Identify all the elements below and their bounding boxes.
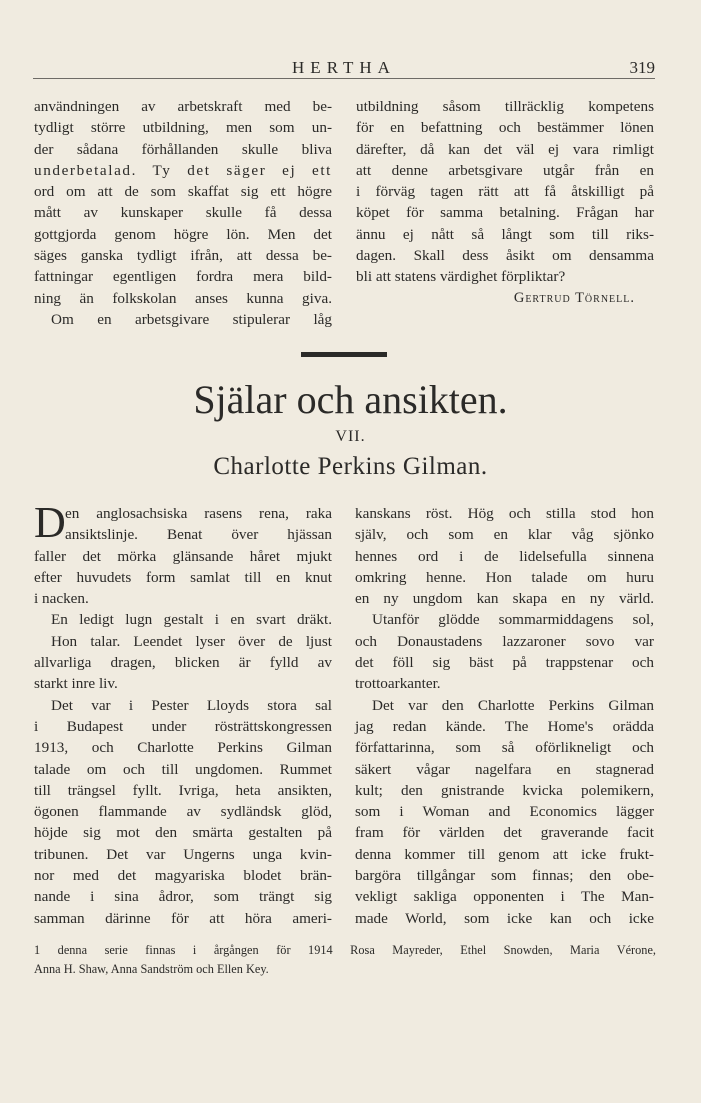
text-line: allvarliga dragen, blicken är fylld av <box>34 654 332 672</box>
text-line: kanskans röst. Hög och stilla stod hon <box>355 505 654 522</box>
text-line: En ledigt lugn gestalt i en svart dräkt. <box>51 611 332 629</box>
text-line: det föll sig bäst på trappstenar och <box>355 654 654 672</box>
bottom-right-column <box>355 503 654 929</box>
text-line: i förväg tagen rätt att få åtskilligt på <box>356 183 654 201</box>
text-line: samman därinne för att höra ameri- <box>34 909 332 927</box>
text-line: dagen. Skall dess åsikt om densamma <box>356 247 654 265</box>
text-line: för en befattning och bestämmer lönen <box>356 119 654 137</box>
article-subject: Charlotte Perkins Gilman. <box>213 453 488 480</box>
bottom-left-column <box>34 498 332 929</box>
text-line: ansiktslinje. Benat över hjässan <box>65 526 332 544</box>
text-line: vekligt sakliga opponenten i The Man- <box>355 888 654 906</box>
text-line: höjde sig mot den smärta gestalten på <box>34 824 332 842</box>
text-line: nor med det magyariska blodet brän- <box>34 867 332 885</box>
text-line: der sådana förhållanden skulle bliva <box>34 140 332 158</box>
text-line: till trängsel fyllt. Ivriga, heta ansikten, <box>34 781 332 799</box>
text-line: Utanför glödde sommarmiddagens sol, <box>372 611 654 629</box>
section-separator <box>301 352 387 357</box>
text-line: underbetalad. Ty det säger ej ett <box>34 161 332 179</box>
text-line: Om en arbetsgivare stipulerar låg <box>51 310 332 328</box>
text-line: ännu ej nått så långt som till riks- <box>356 225 654 243</box>
text-line: fattningar egentligen fordra mera bild- <box>34 268 332 286</box>
footnote <box>34 941 656 979</box>
text-line: hennes ord i de lidelsefulla sinnena <box>355 547 654 565</box>
text-line: talade om och till ungdomen. Rummet <box>34 760 332 778</box>
text-line: och Donaustadens lazzaroner sovo var <box>355 632 654 650</box>
text-line: köpet för samma betalning. Frågan har <box>356 204 654 222</box>
text-line: författarinna, som så oförlikneligt och <box>355 739 654 757</box>
article-part-number: VII. <box>335 428 366 445</box>
footnote-line: Anna H. Shaw, Anna Sandström och Ellen Key. <box>34 962 269 976</box>
text-line: tribunen. Det var Ungerns unga kvin- <box>34 845 332 863</box>
text-line: made World, som icke kan och icke <box>355 909 654 927</box>
text-line: en anglosachsiska rasens rena, raka <box>65 505 332 522</box>
text-line: 1913, och Charlotte Perkins Gilman <box>34 739 332 757</box>
top-right-column <box>356 96 654 309</box>
text-line: trottoarkanter. <box>355 675 441 693</box>
text-line: säkert vågar nagelfara en stagnerad <box>355 760 654 778</box>
text-line: Hon talar. Leendet lyser över de ljust <box>51 632 332 650</box>
text-line: jag redan kände. The Home's orädda <box>355 717 654 735</box>
drop-cap: D <box>34 498 66 547</box>
text-line: starkt inre liv. <box>34 675 118 693</box>
text-line: fram för världen det graverande facit <box>355 824 654 842</box>
text-line: att denne arbetsgivare utgår från en <box>356 161 654 179</box>
text-line: ning än folkskolan anses kunna giva. <box>34 289 332 307</box>
text-line: Det var i Pester Lloyds stora sal <box>51 696 332 714</box>
text-line: bargöra tillgångar som finnas; den obe- <box>355 867 654 885</box>
running-head <box>33 58 655 80</box>
text-line: i nacken. <box>34 590 89 608</box>
text-line: utbildning såsom tillräcklig kompetens <box>356 98 654 115</box>
text-line: säges ganska tydligt ifrån, att dessa be- <box>34 247 332 265</box>
text-line: tydligt större utbildning, men som un- <box>34 119 332 137</box>
top-left-column <box>34 96 332 330</box>
text-line: nande i sina ådror, som trängt sig <box>34 888 332 906</box>
text-line: i Budapest under rösträttskongressen <box>34 717 332 735</box>
text-line: efter huvudets form samlat till en knut <box>34 568 332 586</box>
text-line: gottgjorda genom högre lön. Men det <box>34 225 332 243</box>
text-line: bli att statens värdighet förpliktar? <box>356 268 566 286</box>
text-line: själv, och som en klar våg sjönko <box>355 526 654 544</box>
running-title: HERTHA <box>292 58 396 77</box>
footnote-line: 1 denna serie finnas i årgången för 1914 Rosa Mayreder, Ethel Snowden, Maria Vérone, <box>34 943 656 957</box>
text-line: därefter, då kan det väl ej vara rimligt <box>356 140 654 158</box>
author-signature: Gertrud Törnell. <box>513 289 635 306</box>
text-line: denna kommer till genom att icke frukt- <box>355 845 654 863</box>
text-line: omkring henne. Hon talade om huru <box>355 568 654 586</box>
text-line: ord om att de som skaffat sig ett högre <box>34 183 332 201</box>
text-line: kult; den gnistrande kvicka polemikern, <box>355 781 654 799</box>
article-title: Själar och ansikten. <box>193 377 508 422</box>
text-line: mått av kunskaper skulle få dessa <box>34 204 332 222</box>
text-line: faller det mörka glänsande håret mjukt <box>34 547 332 565</box>
page-number: 319 <box>629 58 655 77</box>
text-line: användningen av arbetskraft med be- <box>34 98 332 115</box>
text-line: en ny ungdom kan skapa en ny värld. <box>355 590 654 608</box>
text-line: Det var den Charlotte Perkins Gilman <box>372 696 654 714</box>
text-line: ögonen flammande av sydländsk glöd, <box>34 803 332 821</box>
text-line: som i Woman and Economics lägger <box>355 803 654 821</box>
header-rule <box>33 78 655 79</box>
